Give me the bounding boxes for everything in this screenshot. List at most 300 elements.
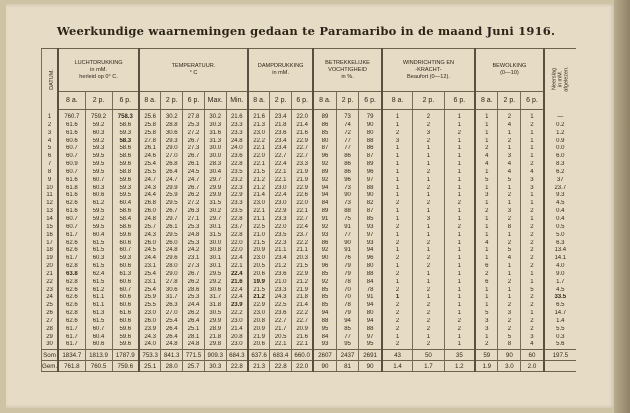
day-row [42, 279, 577, 287]
day-row [42, 247, 577, 255]
mean-row-value: 1.4 [382, 361, 413, 372]
value-cell: 25.4 [139, 271, 161, 279]
value-cell: 22.0 [226, 247, 248, 255]
value-cell: 26.8 [161, 161, 183, 169]
value-cell: 88 [359, 138, 382, 146]
value-cell: 23.0 [226, 341, 248, 349]
subheader-cell: 8 a. [475, 92, 498, 110]
value-cell: 77 [336, 334, 359, 342]
value-cell: 23.0 [139, 310, 161, 318]
value-cell: 26.7 [183, 153, 205, 161]
value-cell: 84 [313, 200, 336, 208]
date-cell: 5 [42, 145, 59, 153]
value-cell: 86 [313, 240, 336, 248]
value-cell: 1 [444, 232, 475, 240]
sum-row [42, 350, 577, 361]
value-cell: 2 [444, 130, 475, 138]
value-cell: 23.6 [270, 271, 292, 279]
value-cell: 60.6 [112, 279, 139, 287]
value-cell: 59.2 [85, 138, 112, 146]
value-cell: 21.6 [292, 130, 314, 138]
value-cell: 1 [413, 271, 444, 279]
date-cell: 2 [42, 122, 59, 130]
value-cell: 84 [359, 279, 382, 287]
value-cell: 21.5 [248, 169, 270, 177]
value-cell: 62.8 [58, 279, 85, 287]
value-cell: 25.7 [139, 224, 161, 232]
value-cell: 3 [475, 192, 498, 200]
value-cell: 1 [444, 110, 475, 122]
value-cell: 22.7 [292, 145, 314, 153]
value-cell: 9.0 [544, 271, 576, 279]
value-cell: 24.3 [139, 334, 161, 342]
value-cell: 22.4 [226, 294, 248, 302]
value-cell: 3 [498, 153, 521, 161]
value-cell: 2 [475, 208, 498, 216]
date-cell: 18 [42, 247, 59, 255]
value-cell: 97 [359, 232, 382, 240]
value-cell: 26.0 [161, 240, 183, 248]
value-cell: 88 [313, 318, 336, 326]
page-title: Weerkundige waarnemingen gedaan te Paramaribo in de maand Juni 1916. [56, 24, 556, 38]
sum-row-value: 1813.9 [85, 350, 112, 361]
value-cell: 60.7 [85, 177, 112, 185]
value-cell: 1 [382, 216, 413, 224]
value-cell: 2 [413, 255, 444, 263]
subheader-cell: 6 p. [112, 92, 139, 110]
value-cell: 73 [336, 185, 359, 193]
mean-row-value: 2.0 [521, 361, 544, 372]
value-cell: 30.2 [161, 110, 183, 122]
value-cell: 59.2 [85, 216, 112, 224]
value-cell: 26.3 [183, 208, 205, 216]
value-cell: 61.7 [58, 341, 85, 349]
value-cell: 89 [313, 110, 336, 122]
value-cell: 1 [382, 294, 413, 302]
value-cell: 8 [498, 224, 521, 232]
value-cell: 20.8 [226, 334, 248, 342]
value-cell: 1.7 [544, 279, 576, 287]
sum-row-value: 50 [413, 350, 444, 361]
sum-row-value: 197.5 [544, 350, 576, 361]
value-cell: 24.0 [139, 341, 161, 349]
header-temperatuur: TEMPERATUUR. ° C [139, 49, 248, 92]
value-cell: 21.9 [292, 177, 314, 185]
mean-row-value: 761.8 [58, 361, 85, 372]
value-cell: 2 [382, 287, 413, 295]
value-cell: 59.5 [85, 224, 112, 232]
value-cell: 60.6 [85, 341, 112, 349]
value-cell: 5 [475, 177, 498, 185]
value-cell: 94 [336, 318, 359, 326]
mean-row-value: 81 [336, 361, 359, 372]
value-cell: 26.4 [183, 318, 205, 326]
value-cell: 1 [444, 302, 475, 310]
value-cell: 3 [521, 177, 544, 185]
value-cell: 24.7 [139, 177, 161, 185]
value-cell: 62.6 [58, 240, 85, 248]
value-cell: 22.9 [292, 138, 314, 146]
mean-row-value: 25.7 [183, 361, 205, 372]
value-cell: 80 [359, 263, 382, 271]
value-cell: 25.8 [139, 130, 161, 138]
date-cell: 3 [42, 130, 59, 138]
value-cell: 1 [475, 122, 498, 130]
value-cell: 23.3 [270, 216, 292, 224]
value-cell: 2 [475, 145, 498, 153]
subheader-cell: 2 p. [498, 92, 521, 110]
value-cell: 88 [359, 271, 382, 279]
value-cell: 85 [313, 287, 336, 295]
value-cell: 96 [313, 153, 336, 161]
value-cell: 759.2 [85, 110, 112, 122]
value-cell: 21.9 [248, 334, 270, 342]
value-cell: 22.9 [226, 192, 248, 200]
value-cell: 2 [498, 216, 521, 224]
sum-row-value: 637.6 [248, 350, 270, 361]
date-cell: 30 [42, 341, 59, 349]
value-cell: 23.1 [139, 263, 161, 271]
subheader-cell: 8 a. [313, 92, 336, 110]
value-cell: 1 [475, 294, 498, 302]
day-row [42, 208, 577, 216]
date-cell: 10 [42, 185, 59, 193]
value-cell: 58.4 [112, 216, 139, 224]
mean-row-value: 25.1 [139, 361, 161, 372]
mean-row-value: 1.9 [475, 361, 498, 372]
value-cell: 24.8 [226, 138, 248, 146]
value-cell: 5.5 [544, 326, 576, 334]
value-cell: 20.5 [248, 263, 270, 271]
day-row [42, 310, 577, 318]
value-cell: 89 [359, 161, 382, 169]
subheader-cell: 8 a. [382, 92, 413, 110]
value-cell: 1 [382, 279, 413, 287]
value-cell: 1 [521, 271, 544, 279]
value-cell: 24.5 [139, 247, 161, 255]
value-cell: 26.7 [183, 138, 205, 146]
value-cell: 1 [498, 271, 521, 279]
value-cell: 61.6 [58, 192, 85, 200]
value-cell: 72 [336, 130, 359, 138]
day-row [42, 110, 577, 122]
value-cell: 60.3 [85, 255, 112, 263]
value-cell: 21.9 [292, 287, 314, 295]
value-cell: 59.5 [85, 169, 112, 177]
value-cell: 62.4 [85, 271, 112, 279]
mean-row-label: Gem. [42, 362, 58, 370]
value-cell: 31.5 [204, 200, 226, 208]
date-cell: 7 [42, 161, 59, 169]
day-row [42, 161, 577, 169]
value-cell: 21.6 [226, 279, 248, 287]
value-cell: 22.0 [292, 110, 314, 122]
subheader-cell: 6 p. [183, 92, 205, 110]
value-cell: 21.7 [270, 326, 292, 334]
day-row [42, 169, 577, 177]
value-cell: 2 [498, 192, 521, 200]
value-cell: 79 [336, 263, 359, 271]
value-cell: 1 [444, 334, 475, 342]
value-cell: 2 [475, 341, 498, 349]
value-cell: 21.6 [248, 110, 270, 122]
date-cell: 17 [42, 240, 59, 248]
value-cell: 26.1 [139, 145, 161, 153]
value-cell: 22.7 [270, 153, 292, 161]
value-cell: 21.0 [270, 279, 292, 287]
value-cell: 2 [413, 263, 444, 271]
value-cell: 22.4 [270, 192, 292, 200]
value-cell: 60.7 [112, 287, 139, 295]
value-cell: 29.9 [204, 318, 226, 326]
mean-row-value: 22.0 [292, 361, 314, 372]
value-cell: 28.6 [183, 287, 205, 295]
value-cell: 61.8 [58, 185, 85, 193]
date-cell: 12 [42, 200, 59, 208]
value-cell: 2 [382, 240, 413, 248]
value-cell: 1 [413, 279, 444, 287]
value-cell: 6.3 [544, 240, 576, 248]
value-cell: 1 [413, 145, 444, 153]
value-cell: 2 [444, 326, 475, 334]
value-cell: 1 [475, 334, 498, 342]
value-cell: 22.3 [270, 240, 292, 248]
value-cell: 61.5 [85, 318, 112, 326]
value-cell: 29.6 [161, 255, 183, 263]
value-cell: 26.0 [139, 208, 161, 216]
day-row [42, 271, 577, 279]
value-cell: 2 [521, 294, 544, 302]
value-cell: 60.3 [85, 130, 112, 138]
mean-row-value: 22.8 [270, 361, 292, 372]
value-cell: 2 [382, 200, 413, 208]
value-cell: 24.8 [161, 341, 183, 349]
value-cell: 59.3 [85, 145, 112, 153]
value-cell: 88 [359, 326, 382, 334]
value-cell: 31.7 [161, 294, 183, 302]
sum-row-value: 35 [444, 350, 475, 361]
value-cell: 87 [359, 153, 382, 161]
value-cell: 95 [359, 341, 382, 349]
value-cell: 27.3 [183, 145, 205, 153]
value-cell: 59.3 [112, 185, 139, 193]
value-cell: 5 [498, 177, 521, 185]
value-cell: 21.0 [248, 232, 270, 240]
value-cell: 1 [444, 192, 475, 200]
mean-row-value: 22.8 [226, 361, 248, 372]
value-cell: 61.5 [85, 279, 112, 287]
value-cell: 59.6 [112, 232, 139, 240]
value-cell: 24.0 [226, 145, 248, 153]
value-cell: 30.0 [204, 153, 226, 161]
value-cell: 31.8 [204, 302, 226, 310]
mean-row-value: 1.2 [444, 361, 475, 372]
value-cell: 2 [521, 263, 544, 271]
date-cell: 14 [42, 216, 59, 224]
sum-row-value: 59 [475, 350, 498, 361]
value-cell: 29.2 [204, 279, 226, 287]
value-cell: 1 [444, 294, 475, 302]
value-cell: 20.3 [292, 255, 314, 263]
value-cell: 23.0 [248, 130, 270, 138]
value-cell: 1 [444, 216, 475, 224]
value-cell: 20.8 [248, 318, 270, 326]
value-cell: 60.7 [112, 247, 139, 255]
value-cell: 20.6 [248, 271, 270, 279]
value-cell: 2 [413, 310, 444, 318]
value-cell: 2 [413, 169, 444, 177]
value-cell: 90 [336, 192, 359, 200]
value-cell: 75 [336, 216, 359, 224]
value-cell: 60.7 [58, 153, 85, 161]
value-cell: 90 [313, 255, 336, 263]
value-cell: 1 [444, 153, 475, 161]
value-cell: 24.5 [183, 169, 205, 177]
day-row [42, 232, 577, 240]
value-cell: 2 [521, 161, 544, 169]
value-cell: 80 [359, 310, 382, 318]
value-cell: 85 [313, 294, 336, 302]
value-cell: 2 [382, 310, 413, 318]
header-neerslag: Neerslag in mM. afgelezen. [544, 49, 576, 110]
value-cell: 23.7 [226, 224, 248, 232]
value-cell: 62.8 [58, 263, 85, 271]
value-cell: 23.4 [270, 110, 292, 122]
value-cell: 29.0 [161, 145, 183, 153]
value-cell: 23.7 [544, 185, 576, 193]
value-cell: 60.7 [58, 145, 85, 153]
value-cell: 23.3 [226, 130, 248, 138]
value-cell: 24.8 [161, 247, 183, 255]
value-cell: 14.7 [544, 310, 576, 318]
value-cell: 1 [444, 287, 475, 295]
value-cell: 37 [544, 177, 576, 185]
value-cell: 2 [413, 318, 444, 326]
value-cell: 30.3 [204, 122, 226, 130]
value-cell: 6 [475, 279, 498, 287]
value-cell: 1 [382, 161, 413, 169]
day-row [42, 263, 577, 271]
value-cell: 1 [382, 208, 413, 216]
value-cell: 1 [382, 263, 413, 271]
value-cell: 21.4 [226, 326, 248, 334]
sum-row-value: 1834.7 [58, 350, 85, 361]
value-cell: 20.9 [248, 326, 270, 334]
value-cell: 22.1 [292, 341, 314, 349]
value-cell: 1 [382, 232, 413, 240]
value-cell: 62.8 [58, 310, 85, 318]
value-cell: 3 [413, 130, 444, 138]
value-cell: 85 [313, 302, 336, 310]
value-cell: 63.8 [58, 271, 85, 279]
value-cell: 2 [413, 326, 444, 334]
day-row [42, 224, 577, 232]
value-cell: 30.6 [204, 287, 226, 295]
day-row [42, 192, 577, 200]
value-cell: 85 [313, 130, 336, 138]
value-cell: 1 [382, 145, 413, 153]
mean-row-value: 30.3 [204, 361, 226, 372]
value-cell: 86 [359, 145, 382, 153]
value-cell: 1 [382, 169, 413, 177]
value-cell: 59.5 [85, 153, 112, 161]
value-cell: 2 [382, 130, 413, 138]
value-cell: 22.1 [292, 208, 314, 216]
date-cell: 15 [42, 224, 59, 232]
value-cell: 1 [413, 294, 444, 302]
value-cell: 61.2 [85, 287, 112, 295]
value-cell: 27.8 [161, 279, 183, 287]
value-cell: 23.3 [292, 161, 314, 169]
value-cell: 1 [413, 153, 444, 161]
value-cell: 23.3 [226, 200, 248, 208]
value-cell: 30.5 [204, 310, 226, 318]
value-cell: 25.1 [183, 326, 205, 334]
day-row [42, 255, 577, 263]
value-cell: 24.3 [139, 185, 161, 193]
subheader-cell: 8 a. [58, 92, 85, 110]
value-cell: 27.8 [183, 110, 205, 122]
value-cell: 60.6 [112, 240, 139, 248]
value-cell: — [544, 110, 576, 122]
value-cell: 29.7 [204, 177, 226, 185]
value-cell: 21.1 [270, 247, 292, 255]
value-cell: 94 [359, 318, 382, 326]
value-cell: 21.9 [292, 169, 314, 177]
value-cell: 21.6 [226, 110, 248, 122]
value-cell: 61.1 [85, 302, 112, 310]
value-cell: 21.5 [248, 240, 270, 248]
value-cell: 24.7 [161, 177, 183, 185]
value-cell: 6.5 [544, 302, 576, 310]
day-row [42, 185, 577, 193]
day-row [42, 334, 577, 342]
value-cell: 22.1 [248, 145, 270, 153]
value-cell: 93 [359, 240, 382, 248]
subheader-cell: 2 p. [85, 92, 112, 110]
value-cell: 22.1 [248, 161, 270, 169]
value-cell: 2 [521, 247, 544, 255]
value-cell: 61.5 [85, 240, 112, 248]
value-cell: 94 [313, 192, 336, 200]
value-cell: 1 [521, 279, 544, 287]
subheader-cell: 8 a. [248, 92, 270, 110]
value-cell: 2 [413, 302, 444, 310]
value-cell: 31.7 [204, 294, 226, 302]
value-cell: 23.4 [270, 138, 292, 146]
date-cell: 23 [42, 287, 59, 295]
value-cell: 60.6 [112, 302, 139, 310]
subheader-cell: 8 a. [139, 92, 161, 110]
value-cell: 60.7 [58, 224, 85, 232]
value-cell: 1 [521, 200, 544, 208]
sum-row-value: 660.0 [292, 350, 314, 361]
value-cell: 85 [336, 326, 359, 334]
value-cell: 1 [521, 130, 544, 138]
value-cell: 27.0 [161, 310, 183, 318]
value-cell: 22.7 [292, 153, 314, 161]
value-cell: 92 [313, 177, 336, 185]
day-row [42, 130, 577, 138]
value-cell: 24.4 [183, 302, 205, 310]
value-cell: 23.4 [270, 255, 292, 263]
value-cell: 3 [498, 208, 521, 216]
header-vochtigheid: BETREKKELIJKE VOCHTIGHEID in %. [313, 49, 381, 92]
value-cell: 26.3 [161, 302, 183, 310]
value-cell: 2 [413, 240, 444, 248]
value-cell: 90 [336, 240, 359, 248]
value-cell: 59.5 [112, 192, 139, 200]
